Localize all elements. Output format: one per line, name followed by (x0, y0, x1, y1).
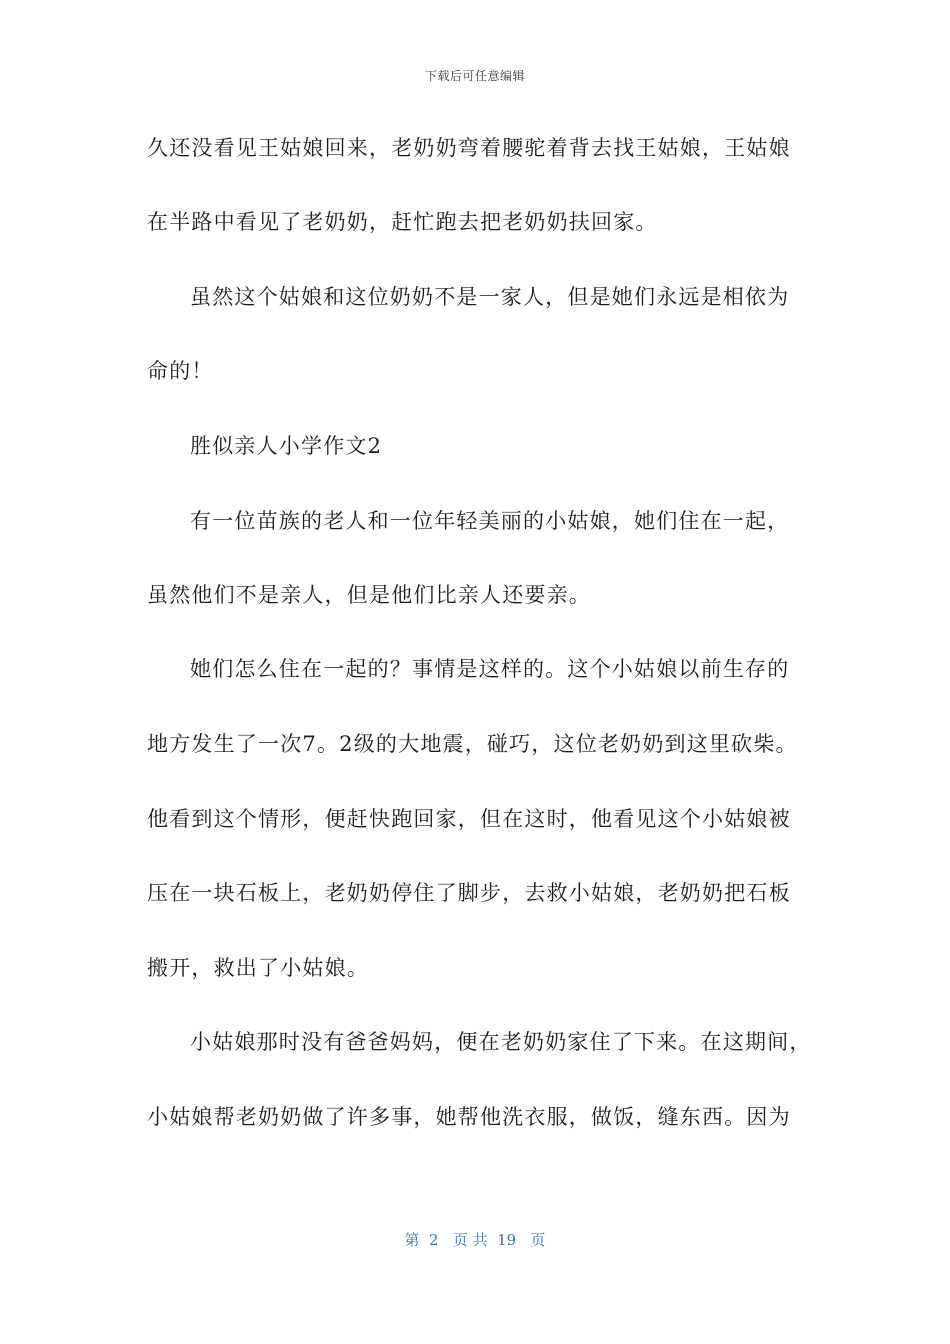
text-line: 有一位苗族的老人和一位年轻美丽的小姑娘，她们住在一起， (190, 509, 790, 533)
text-line: 虽然他们不是亲人，但是他们比亲人还要亲。 (147, 583, 591, 607)
text-line: 在半路中看见了老奶奶，赶忙跑去把老奶奶扶回家。 (147, 210, 658, 234)
text-line: 地方发生了一次7。2级的大地震，碰巧，这位老奶奶到这里砍柴。 (147, 732, 798, 756)
text-line: 命的！ (147, 359, 214, 383)
header-note: 下载后可任意编辑 (424, 69, 525, 83)
text-line: 小姑娘帮老奶奶做了许多事，她帮他洗衣服，做饭，缝东西。因为 (147, 1105, 791, 1129)
text-line: 他看到这个情形，便赶快跑回家，但在这时，他看见这个小姑娘被 (147, 807, 791, 831)
text-line: 搬开，救出了小姑娘。 (147, 956, 369, 980)
text-line: 虽然这个姑娘和这位奶奶不是一家人，但是她们永远是相依为 (190, 285, 790, 309)
text-line: 压在一块石板上，老奶奶停住了脚步，去救小姑娘，老奶奶把石板 (147, 881, 791, 905)
text-line: 她们怎么住在一起的？事情是这样的。这个小姑娘以前生存的 (190, 657, 790, 681)
section-heading: 胜似亲人小学作文2 (190, 434, 383, 458)
text-line: 久还没看见王姑娘回来，老奶奶弯着腰驼着背去找王姑娘，王姑娘 (147, 136, 791, 160)
text-line: 小姑娘那时没有爸爸妈妈，便在老奶奶家住了下来。在这期间， (190, 1030, 812, 1054)
page-number: 第 2 页 共 19 页 (404, 1231, 546, 1249)
